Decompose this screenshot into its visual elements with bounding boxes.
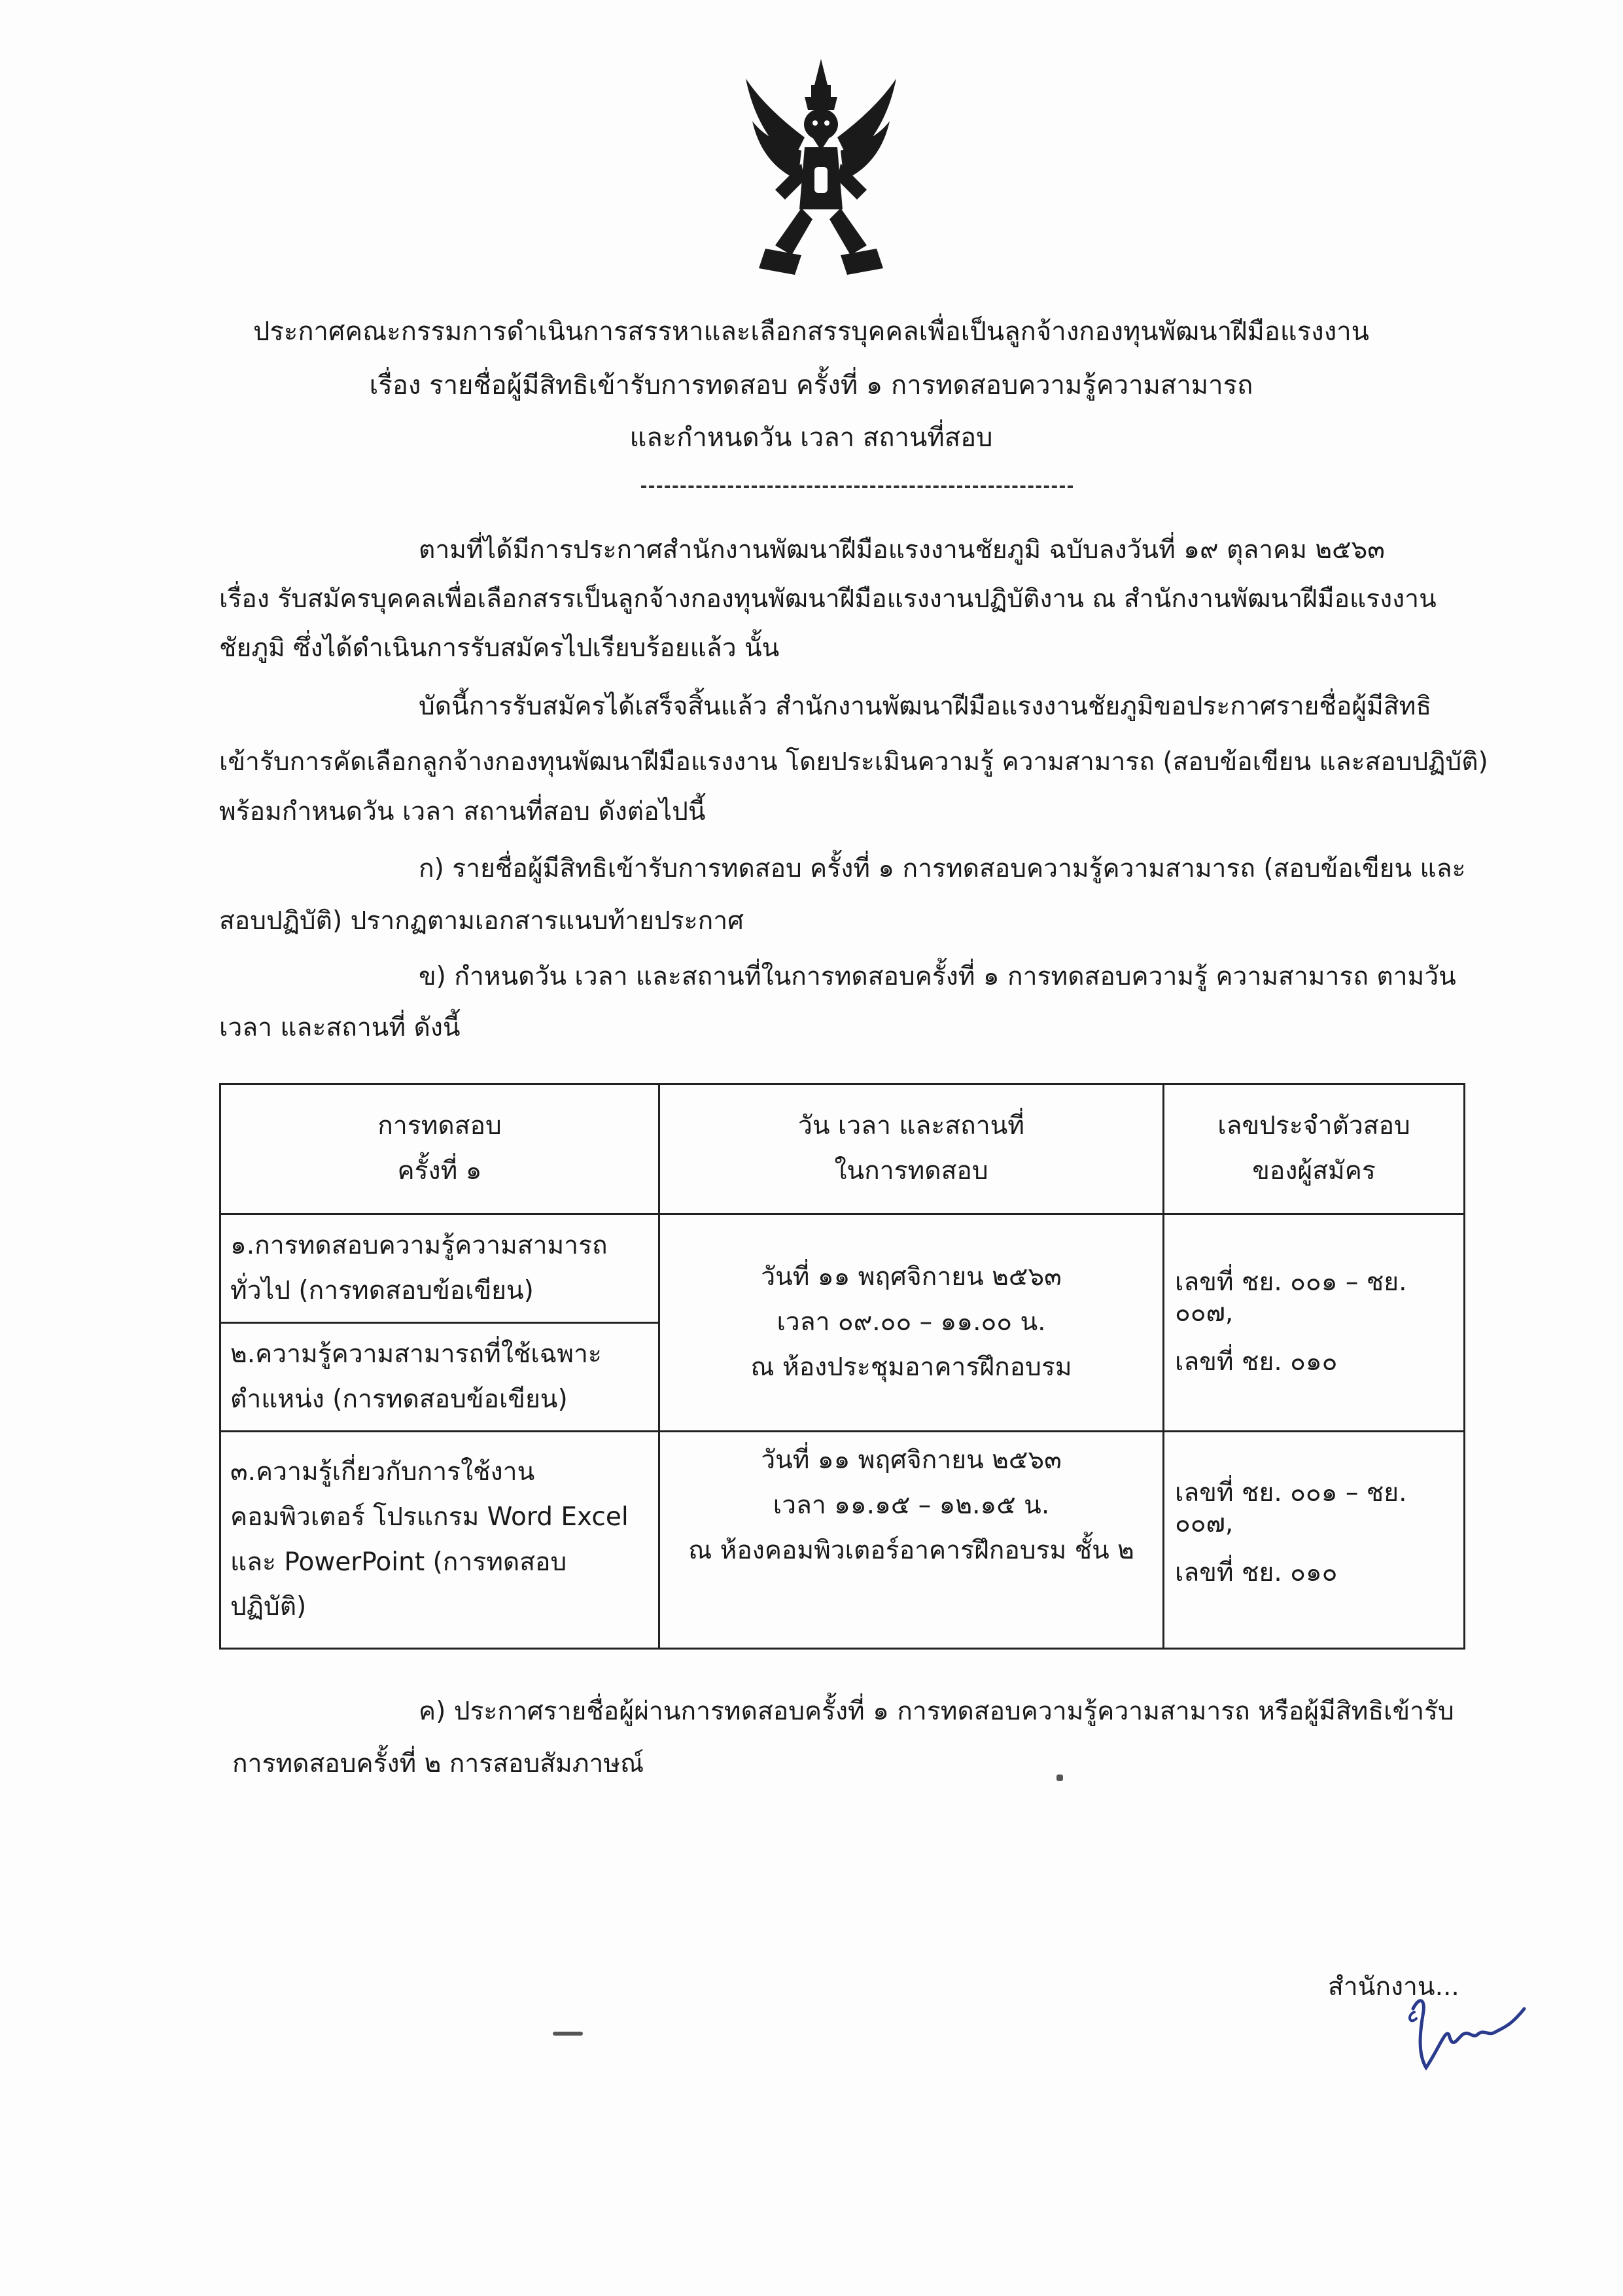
garuda-emblem-icon [739, 59, 903, 281]
table-row [220, 1214, 1465, 1323]
exam-written-position: ๒.ความรู้ความสามารถที่ใช้เฉพาะ ตำแหน่ง (การทดสอบข้อเขียน) [220, 1323, 659, 1432]
announcement-title: ประกาศคณะกรรมการดำเนินการสรรหาและเลือกสรรบุคคลเพื่อเป็นลูกจ้างกองทุนพัฒนาฝีมือแรงงาน [253, 317, 1370, 347]
paragraph-2-line-1: บัดนี้การรับสมัครได้เสร็จสิ้นแล้ว สำนักงานพัฒนาฝีมือแรงงานชัยภูมิขอประกาศรายชื่อผู้มีสิทธิ [419, 692, 1432, 721]
paragraph-2-line-3: พร้อมกำหนดวัน เวลา สถานที่สอบ ดังต่อไปนี้ [219, 797, 706, 826]
candidate-ids-practical: เลขที่ ชย. ๐๐๑ – ชย. ๐๐๗, เลขที่ ชย. ๐๑๐ [1164, 1432, 1465, 1649]
header-candidate-ids: เลขประจำตัวสอบ ของผู้สมัคร [1164, 1084, 1465, 1214]
announcement-subject-cont: และกำหนดวัน เวลา สถานที่สอบ [629, 423, 993, 453]
header-exam: การทดสอบ ครั้งที่ ๑ [220, 1084, 659, 1214]
exam-schedule-table [219, 1083, 1465, 1650]
item-b-line-2: เวลา และสถานที่ ดังนี้ [219, 1013, 461, 1042]
item-a-line-1: ก) รายชื่อผู้มีสิทธิเข้ารับการทดสอบ ครั้งที่ ๑ การทดสอบความรู้ความสามารถ (สอบข้อเขียน และ [419, 854, 1466, 883]
exam-practical-computer: ๓.ความรู้เกี่ยวกับการใช้งาน คอมพิวเตอร์ โปรแกรม Word Excel และ PowerPoint (การทดสอบ ปฏิบัติ) [220, 1432, 659, 1649]
header-divider [641, 486, 1073, 488]
paragraph-1-line-2: เรื่อง รับสมัครบุคคลเพื่อเลือกสรรเป็นลูกจ้างกองทุนพัฒนาฝีมือแรงงานปฏิบัติงาน ณ สำนักงานพัฒนาฝีมือแรงงาน [219, 584, 1437, 614]
schedule-practical: วันที่ ๑๑ พฤศจิกายน ๒๕๖๓ เวลา ๑๑.๑๕ – ๑๒.๑๕ น. ณ ห้องคอมพิวเตอร์อาคารฝึกอบรม ชั้น ๒ [659, 1432, 1164, 1649]
continued-next-page: สำนักงาน... [1328, 1972, 1459, 2002]
paragraph-1-line-3: ชัยภูมิ ซึ่งได้ดำเนินการรับสมัครไปเรียบร้อยแล้ว นั้น [219, 633, 780, 663]
item-a-line-2: สอบปฏิบัติ) ปรากฏตามเอกสารแนบท้ายประกาศ [219, 906, 744, 936]
announcement-subject: เรื่อง รายชื่อผู้มีสิทธิเข้ารับการทดสอบ ครั้งที่ ๑ การทดสอบความรู้ความสามารถ [369, 370, 1253, 400]
scan-mark [553, 2032, 583, 2036]
paragraph-2-line-2: เข้ารับการคัดเลือกลูกจ้างกองทุนพัฒนาฝีมือแรงงาน โดยประเมินความรู้ ความสามารถ (สอบข้อเขียน และสอบปฏิบัติ) [219, 747, 1488, 777]
schedule-written: วันที่ ๑๑ พฤศจิกายน ๒๕๖๓ เวลา ๐๙.๐๐ – ๑๑.๐๐ น. ณ ห้องประชุมอาคารฝึกอบรม [659, 1214, 1164, 1432]
exam-written-general: ๑.การทดสอบความรู้ความสามารถ ทั่วไป (การทดสอบข้อเขียน) [220, 1214, 659, 1323]
scan-mark [1056, 1775, 1063, 1781]
table-row [220, 1432, 1465, 1649]
item-c-line-1: ค) ประกาศรายชื่อผู้ผ่านการทดสอบครั้งที่ ๑ การทดสอบความรู้ความสามารถ หรือผู้มีสิทธิเข้ารับ [419, 1697, 1454, 1726]
table-header-row [220, 1084, 1465, 1214]
candidate-ids-written: เลขที่ ชย. ๐๐๑ – ชย. ๐๐๗, เลขที่ ชย. ๐๑๐ [1164, 1214, 1465, 1432]
item-c-line-2: การทดสอบครั้งที่ ๒ การสอบสัมภาษณ์ [232, 1749, 644, 1778]
item-b-line-1: ข) กำหนดวัน เวลา และสถานที่ในการทดสอบครั้งที่ ๑ การทดสอบความรู้ ความสามารถ ตามวัน [419, 962, 1456, 991]
signature-icon [1400, 1989, 1544, 2081]
header-date-time-place: วัน เวลา และสถานที่ ในการทดสอบ [659, 1084, 1164, 1214]
paragraph-1-line-1: ตามที่ได้มีการประกาศสำนักงานพัฒนาฝีมือแรงงานชัยภูมิ ฉบับลงวันที่ ๑๙ ตุลาคม ๒๕๖๓ [419, 535, 1385, 565]
